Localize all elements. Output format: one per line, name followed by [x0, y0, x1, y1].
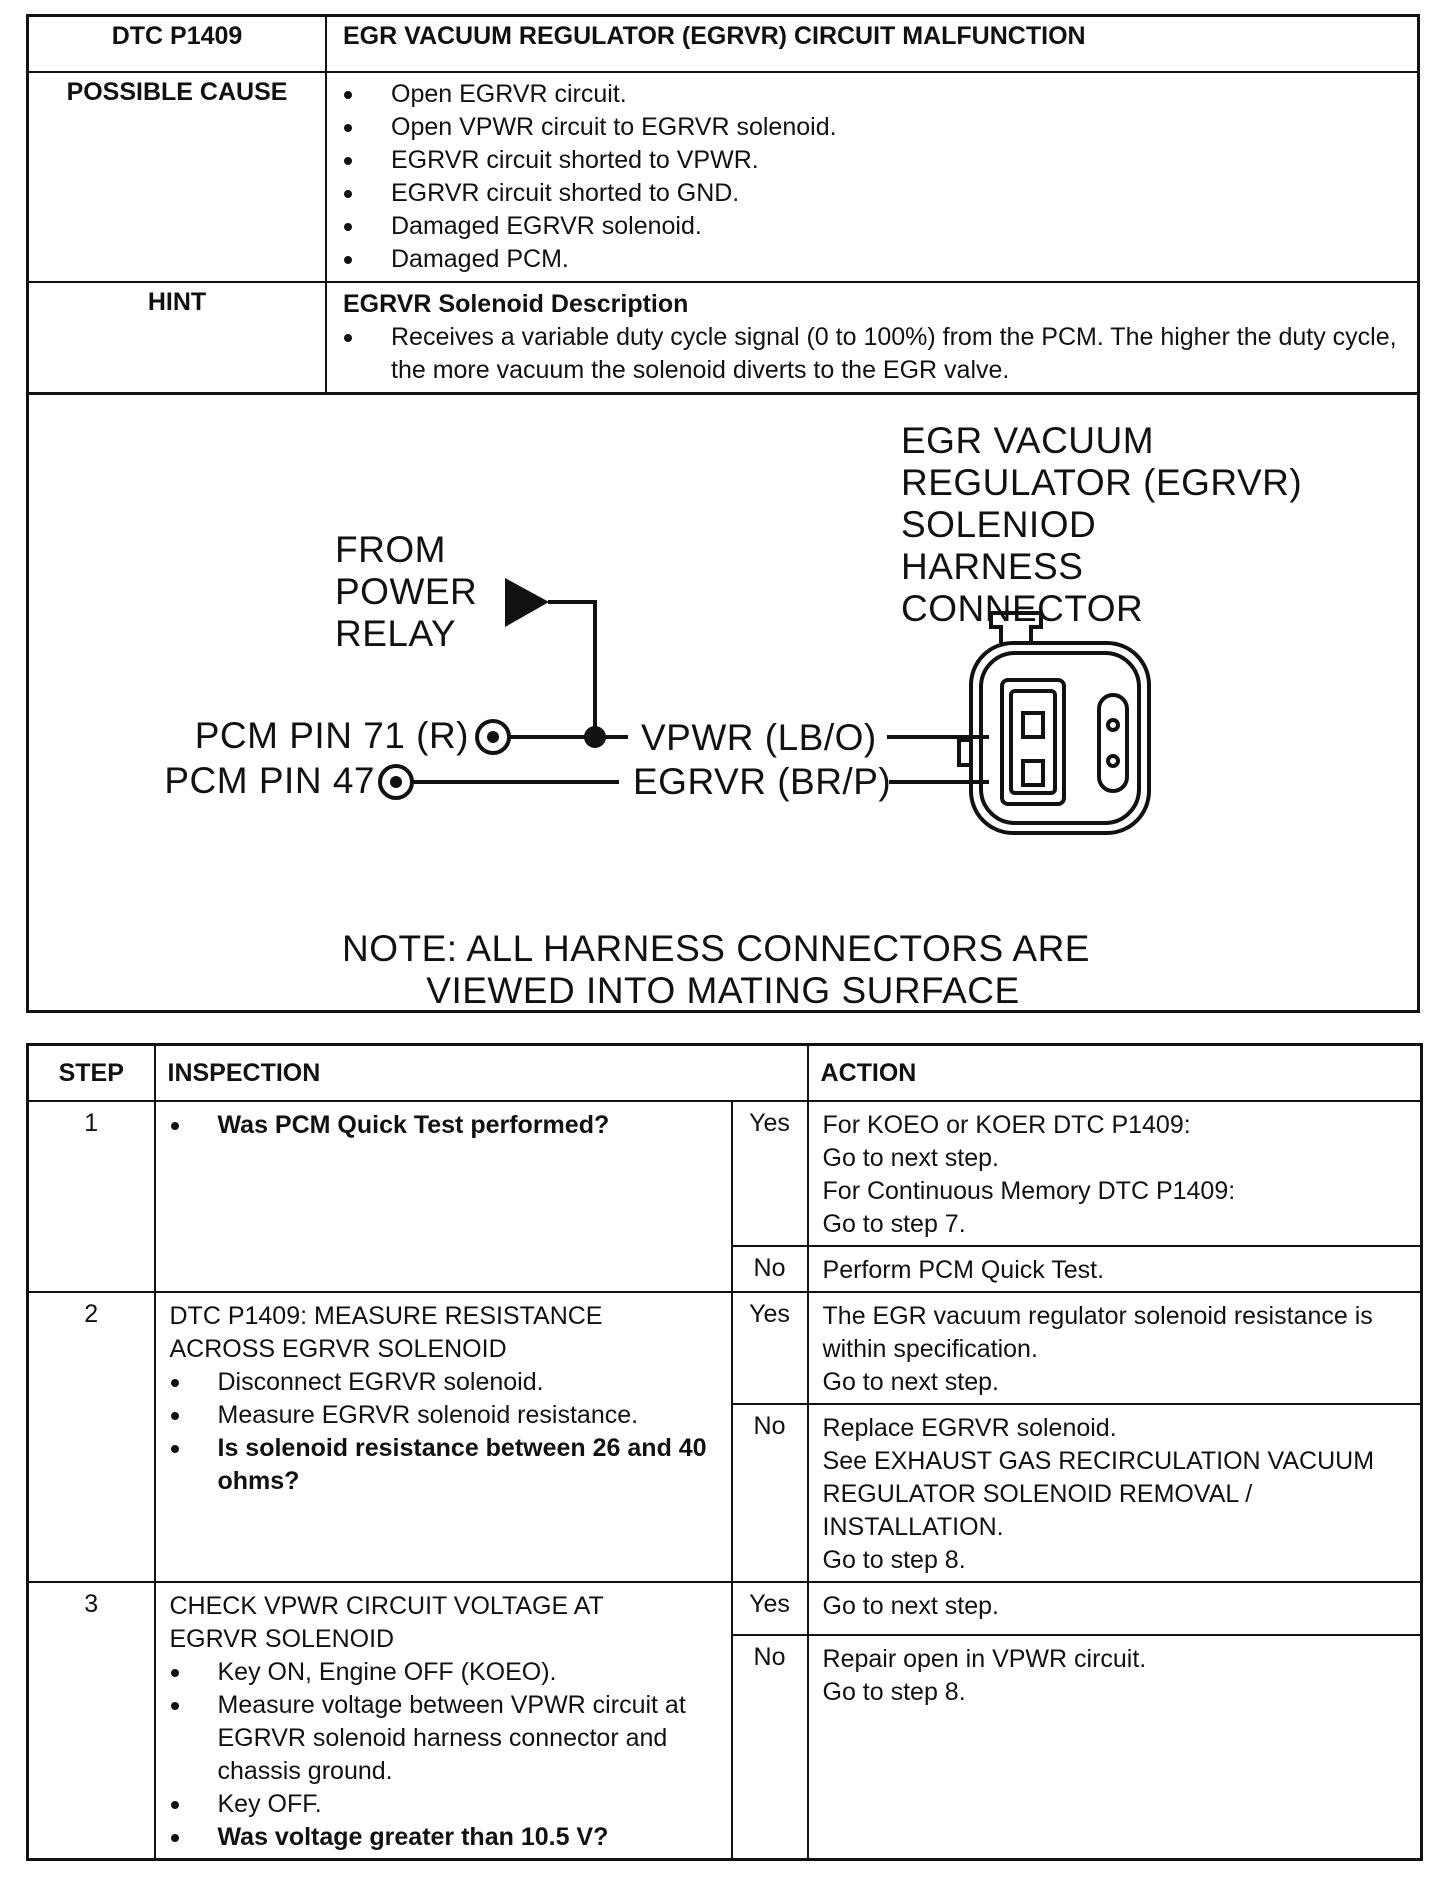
pcm-pin-47-label: PCM PIN 47 [164, 760, 375, 801]
power-relay-label-line: RELAY [335, 613, 457, 654]
possible-cause-label: POSSIBLE CAUSE [28, 72, 327, 282]
cause-item: Damaged PCM. [343, 243, 1403, 276]
vpwr-wire-label: VPWR (LB/O) [641, 717, 877, 758]
action-line: Repair open in VPWR circuit. [822, 1645, 1147, 1673]
splice-dot [584, 726, 606, 748]
step-heading-line: DTC P1409: MEASURE RESISTANCE [169, 1302, 603, 1330]
no-action [808, 1404, 1422, 1582]
inspection-column-header: INSPECTION [155, 1045, 808, 1102]
step-heading-line: CHECK VPWR CIRCUIT VOLTAGE AT [169, 1592, 604, 1620]
step-inspection-list [170, 1366, 717, 1498]
connector-label-line: CONNECTOR [901, 588, 1144, 629]
hint-list [343, 321, 1403, 387]
step-column-header: STEP [28, 1045, 155, 1102]
inspection-question: Was voltage greater than 10.5 V? [170, 1821, 717, 1854]
power-relay-arrow-icon [505, 578, 549, 627]
action-line: Go to step 8. [822, 1678, 966, 1706]
connector-label-line: EGR VACUUM [901, 420, 1155, 461]
action-line: For KOEO or KOER DTC P1409: [822, 1111, 1191, 1139]
step-heading [170, 1590, 717, 1656]
action-line: The EGR vacuum regulator solenoid resistance is within specification. [822, 1302, 1373, 1363]
action-line: Go to next step. [822, 1368, 1000, 1396]
action-line: For Continuous Memory DTC P1409: [822, 1177, 1236, 1205]
cause-item: EGRVR circuit shorted to VPWR. [343, 144, 1403, 177]
dtc-code: DTC P1409 [28, 16, 327, 73]
diagnostic-page [26, 14, 1420, 1861]
action-line: Perform PCM Quick Test. [822, 1256, 1105, 1284]
possible-cause-list [343, 78, 1403, 276]
dtc-title: EGR VACUUM REGULATOR (EGRVR) CIRCUIT MALFUNCTION [326, 16, 1419, 73]
inspection-bullet: Disconnect EGRVR solenoid. [170, 1366, 717, 1399]
connector-label [901, 420, 1302, 630]
yes-action [808, 1292, 1422, 1404]
possible-cause-list-cell [326, 72, 1419, 282]
step-inspection-list [170, 1656, 717, 1854]
connector-label-line: SOLENIOD [901, 504, 1097, 545]
no-action [808, 1635, 1422, 1860]
inspection-bullet: Key OFF. [170, 1788, 717, 1821]
cause-item: Open VPWR circuit to EGRVR solenoid. [343, 111, 1403, 144]
yes-label: Yes [732, 1582, 808, 1635]
power-relay-label-line: FROM [335, 529, 446, 570]
dtc-row [28, 16, 1419, 73]
action-line: Go to step 8. [822, 1546, 966, 1574]
power-relay-label-line: POWER [335, 571, 478, 612]
step-inspection [155, 1101, 732, 1292]
action-line: Go to next step. [822, 1592, 1000, 1620]
yes-action [808, 1582, 1422, 1635]
steps-header-row [28, 1045, 1422, 1102]
no-label: No [732, 1246, 808, 1292]
diagram-note-line: NOTE: ALL HARNESS CONNECTORS ARE [342, 928, 1090, 969]
no-label: No [732, 1404, 808, 1582]
inspection-question: Is solenoid resistance between 26 and 40 ohms? [170, 1432, 717, 1498]
wiring-diagram [26, 395, 1420, 1013]
egrvr-harness-connector-icon [959, 613, 1149, 833]
action-column-header: ACTION [808, 1045, 1422, 1102]
pcm-pin-71-label: PCM PIN 71 (R) [194, 715, 469, 756]
step-number: 1 [28, 1101, 155, 1292]
power-relay-label [335, 529, 477, 655]
yes-label: Yes [732, 1101, 808, 1246]
yes-action [808, 1101, 1422, 1246]
hint-row [28, 282, 1419, 394]
action-line: Go to next step. [822, 1144, 1000, 1172]
action-line: See EXHAUST GAS RECIRCULATION VACUUM REGULATOR SOLENOID REMOVAL / INSTALLATION. [822, 1447, 1375, 1541]
diagram-note [29, 928, 1417, 1012]
inspection-bullet: Measure voltage between VPWR circuit at EGRVR solenoid harness connector and chassis ground. [170, 1689, 717, 1788]
dtc-header-table [26, 14, 1420, 395]
possible-cause-row [28, 72, 1419, 282]
cause-item: EGRVR circuit shorted to GND. [343, 177, 1403, 210]
step-heading-line: EGRVR SOLENOID [169, 1625, 395, 1653]
cause-item: Open EGRVR circuit. [343, 78, 1403, 111]
action-line: Go to step 7. [822, 1210, 966, 1238]
pcm-pin-47-terminal-dot [390, 776, 402, 788]
diagram-note-line: VIEWED INTO MATING SURFACE [426, 970, 1020, 1011]
action-line: Replace EGRVR solenoid. [822, 1414, 1117, 1442]
step-heading [170, 1300, 717, 1366]
no-label: No [732, 1635, 808, 1860]
connector-label-line: REGULATOR (EGRVR) [901, 462, 1303, 503]
hint-content [326, 282, 1419, 394]
hint-label: HINT [28, 282, 327, 394]
step-inspection-list [170, 1109, 717, 1142]
yes-label: Yes [732, 1292, 808, 1404]
hint-title: EGRVR Solenoid Description [343, 290, 689, 318]
hint-bullet: Receives a variable duty cycle signal (0 to 100%) from the PCM. The higher the duty cycle, the more vacuum the solenoid diverts to the EGR valve. [343, 321, 1403, 387]
step-inspection [155, 1582, 732, 1860]
inspection-steps-table [26, 1043, 1423, 1861]
connector-label-line: HARNESS [901, 546, 1084, 587]
inspection-bullet: Key ON, Engine OFF (KOEO). [170, 1656, 717, 1689]
no-action [808, 1246, 1422, 1292]
step-row [28, 1292, 1422, 1404]
inspection-bullet: Measure EGRVR solenoid resistance. [170, 1399, 717, 1432]
power-relay-wire [548, 602, 595, 728]
step-number: 2 [28, 1292, 155, 1582]
egrvr-wire-label: EGRVR (BR/P) [633, 761, 892, 802]
step-row [28, 1582, 1422, 1635]
pcm-pin-71-terminal-dot [487, 731, 499, 743]
step-inspection [155, 1292, 732, 1582]
step-row [28, 1101, 1422, 1246]
cause-item: Damaged EGRVR solenoid. [343, 210, 1403, 243]
step-number: 3 [28, 1582, 155, 1860]
inspection-question: Was PCM Quick Test performed? [170, 1109, 717, 1142]
step-heading-line: ACROSS EGRVR SOLENOID [169, 1335, 507, 1363]
